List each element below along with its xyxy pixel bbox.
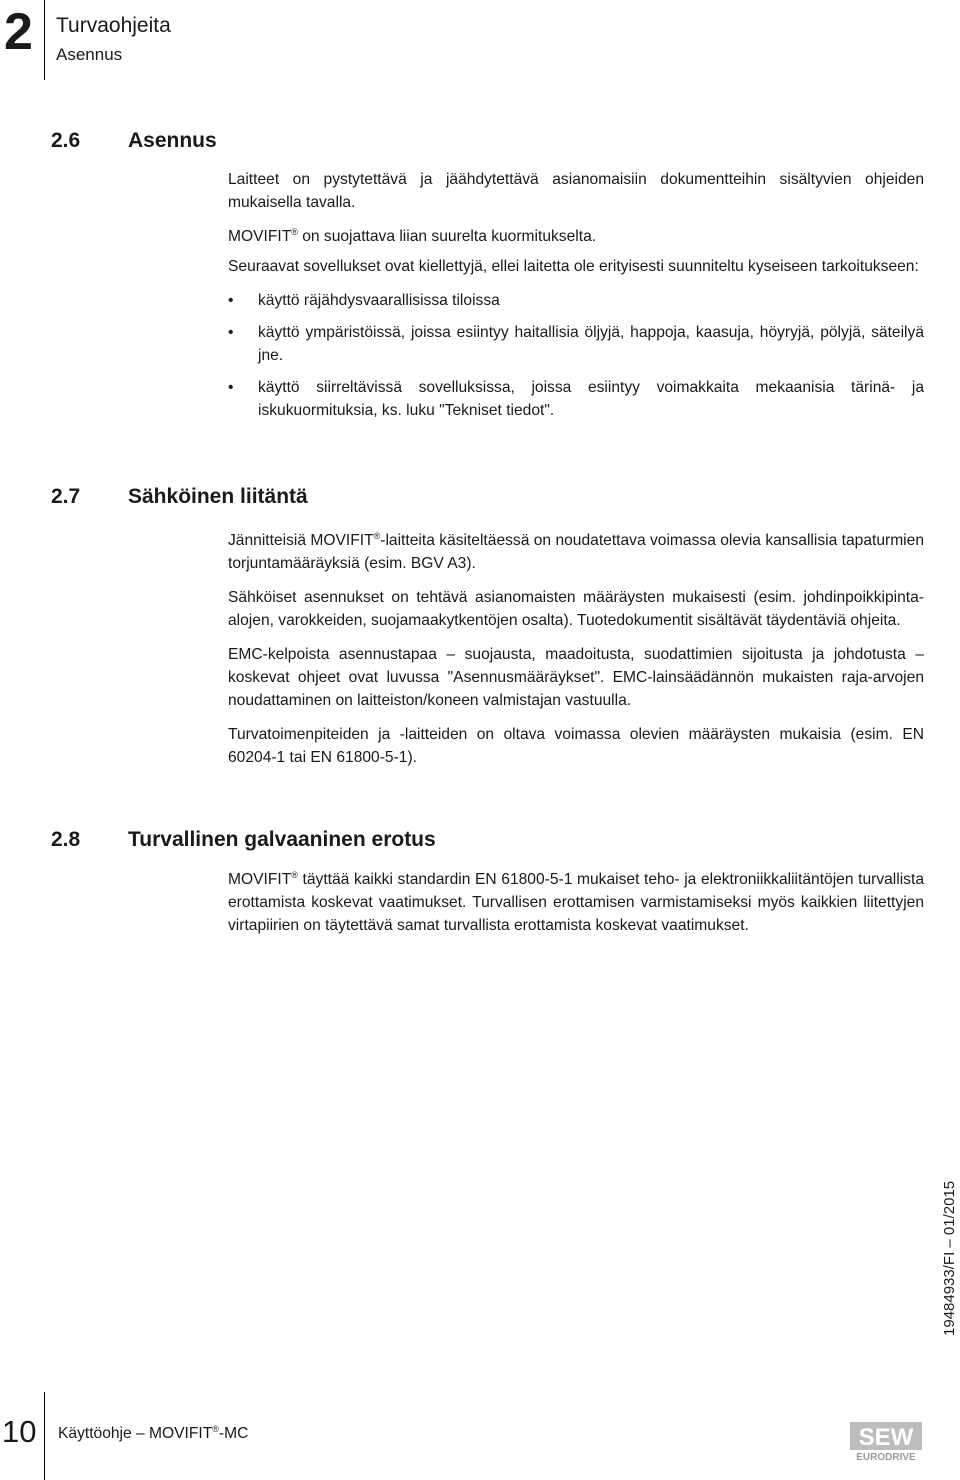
list-item: • käyttö ympäristöissä, joissa esiintyy haitallisia öljyjä, happoja, kaasuja, höyryjä, pölyjä, säteilyä jne.: [228, 321, 924, 367]
registered-mark: ®: [291, 870, 298, 880]
manual-name: [58, 1424, 248, 1443]
paragraph: [228, 864, 924, 937]
chapter-subtitle: Asennus: [56, 45, 123, 64]
registered-mark: ®: [373, 531, 381, 541]
paragraph: [228, 525, 924, 575]
sew-eurodrive-logo: [846, 1418, 926, 1462]
footer-divider: [44, 1392, 45, 1480]
registered-mark: ®: [212, 1424, 219, 1434]
product-name: MOVIFIT: [228, 228, 292, 245]
logo-text-top: SEW: [858, 1424, 914, 1451]
paragraph: Seuraavat sovellukset ovat kiellettyjä, ellei laitetta ole erityisesti suunniteltu kyseiseen tarkoitukseen:: [228, 258, 919, 275]
list-item: • käyttö siirreltävissä sovelluksissa, joissa esiintyy voimakkaita mekaanisia tärinä- ja iskukuormituksia, ks. luku "Tekniset tiedot".: [228, 376, 924, 422]
paragraph: [228, 221, 924, 248]
bullet-list: [228, 289, 924, 422]
paragraph-text: Jännitteisiä MOVIFIT: [228, 532, 374, 549]
product-name: MOVIFIT: [228, 871, 292, 888]
paragraph: EMC-kelpoista asennustapaa – suojausta, maadoitusta, suodattimien sijoitusta ja johdotusta – koskevat ohjeet ovat luvussa "Asennusmääräykset". EMC-lainsäädännön mukaisten raja-arvojen noudattaminen on laitteiston/koneen valmistajan vastuulla.: [228, 646, 924, 709]
page-number: 10: [2, 1414, 37, 1449]
paragraph: Turvatoimenpiteiden ja -laitteiden on oltava voimassa olevien määräysten mukaisia (esim. EN 60204-1 tai EN 61800-5-1).: [228, 726, 924, 766]
paragraph: Sähköiset asennukset on tehtävä asianomaisten määräysten mukaisesti (esim. johdinpoikkipinta-alojen, varokkeiden, suojamaakytkentöjen osalta). Tuotedokumentit sisältävät täydentäviä ohjeita.: [228, 589, 924, 629]
section-number: 2.8: [51, 828, 81, 851]
paragraph-text: täyttää kaikki standardin EN 61800-5-1 mukaiset teho- ja elektroniikkaliitäntöjen turvallista erottamista koskevat vaatimukset. Turvallisen erottamisen varmistamiseksi myös kaikkien liitettyjen virtapiirien on täytettävä samat turvallista erottamista koskevat vaatimukset.: [228, 871, 924, 934]
document-id: 19484933/FI – 01/2015: [941, 1180, 958, 1336]
manual-title: Käyttöohje – MOVIFIT: [58, 1425, 213, 1442]
header-divider: [44, 0, 45, 80]
chapter-title: Turvaohjeita: [56, 14, 171, 37]
manual-variant: -MC: [218, 1425, 249, 1442]
section-title: Sähköinen liitäntä: [128, 485, 308, 508]
section-body: [228, 525, 924, 780]
paragraph: Laitteet on pystytettävä ja jäähdytettävä asianomaisiin dokumentteihin sisältyvien ohjeiden mukaisella tavalla.: [228, 171, 924, 211]
paragraph-text: on suojattava liian suurelta kuormitukselta.: [302, 228, 597, 245]
section-title: Turvallinen galvaaninen erotus: [128, 828, 436, 851]
section-body: [228, 864, 924, 948]
logo-text-bottom: EURODRIVE: [856, 1452, 916, 1462]
chapter-number: 2: [4, 3, 32, 61]
list-item: • käyttö räjähdysvaarallisissa tiloissa: [228, 289, 924, 312]
section-number: 2.6: [51, 129, 81, 152]
section-number: 2.7: [51, 485, 81, 508]
section-title: Asennus: [128, 129, 217, 152]
section-body: [228, 168, 924, 431]
registered-mark: ®: [291, 227, 298, 237]
paragraph-text: -laitteita käsiteltäessä on noudatettava voimassa olevia kansallisia tapaturmien torjuntamääräyksiä (esim. BGV A3).: [228, 532, 924, 572]
